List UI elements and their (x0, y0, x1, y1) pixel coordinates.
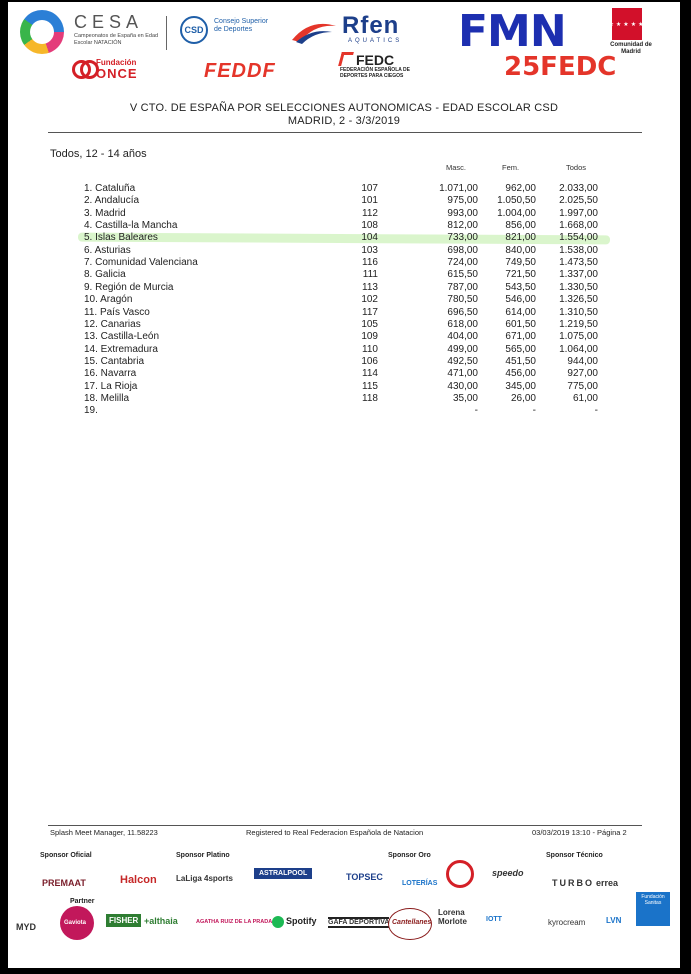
region-code: 106 (361, 355, 378, 367)
fem-points: 543,50 (505, 281, 536, 293)
sponsor-astralpool: ASTRALPOOL (254, 868, 312, 879)
total-points: 61,00 (572, 392, 598, 404)
total-points: 1.326,50 (559, 294, 598, 306)
masc-points: - (474, 405, 478, 417)
fem-points: 614,00 (505, 306, 536, 318)
feddf-logo: FEDDF (204, 60, 276, 82)
rfen-logo-word: Rfen (342, 12, 400, 39)
fem-points: 671,00 (505, 331, 536, 343)
page-subtitle: MADRID, 2 - 3/3/2019 (287, 115, 401, 127)
total-points: 1.473,50 (559, 257, 598, 269)
masc-points: 698,00 (447, 244, 478, 256)
column-header-fem: Fem. (502, 163, 520, 172)
fem-points: 345,00 (505, 380, 536, 392)
once-logo-top: Fundación (96, 58, 137, 67)
total-points: 775,00 (567, 380, 598, 392)
region-code: 105 (361, 318, 378, 330)
masc-points: 733,00 (447, 232, 478, 244)
masc-points: 787,00 (447, 281, 478, 293)
total-points: 1.075,00 (559, 331, 598, 343)
masc-points: 724,00 (447, 257, 478, 269)
sponsor-label-oficial: Sponsor Oficial (40, 852, 92, 859)
region-code: 118 (362, 392, 378, 404)
table-row (8, 282, 680, 294)
fem-points: 721,50 (505, 269, 536, 281)
total-points: - (594, 405, 598, 417)
fem-points: 601,50 (505, 318, 536, 330)
sponsor-speedo: speedo (492, 868, 524, 878)
fem-points: 26,00 (510, 392, 536, 404)
cesa-logo-icon (20, 10, 64, 54)
sponsor-turbo: TURBO (552, 878, 594, 888)
category-heading: Todos, 12 - 14 años (50, 148, 147, 160)
region-name: 6. Asturias (84, 244, 131, 256)
masc-points: 471,00 (447, 368, 478, 380)
masc-points: 780,50 (447, 294, 478, 306)
region-name: 9. Región de Murcia (84, 281, 174, 293)
region-code: 114 (362, 368, 378, 380)
region-name: 3. Madrid (84, 207, 126, 219)
total-points: 1.219,50 (559, 318, 598, 330)
region-name: 10. Aragón (84, 294, 133, 306)
fundacion-sanitas-text: Fundación Sanitas (641, 894, 665, 906)
region-name: 17. La Rioja (84, 380, 138, 392)
region-code: 108 (361, 220, 378, 232)
sponsor-agatha: AGATHA RUIZ DE LA PRADA (196, 919, 273, 925)
madrid-logo-text: Comunidad de Madrid (610, 42, 652, 55)
masc-points: 618,00 (447, 318, 478, 330)
region-name: 4. Castilla-la Mancha (84, 220, 178, 232)
masc-points: 430,00 (447, 380, 478, 392)
fem-points: 451,50 (505, 355, 536, 367)
total-points: 1.330,50 (559, 281, 598, 293)
sponsor-topsec: TOPSEC (346, 872, 383, 882)
cesa-logo-subtitle: Campeonatos de España en Edad Escolar NATACIÓN (74, 33, 159, 46)
footer-software: Splash Meet Manager, 11.58223 (50, 828, 158, 837)
masc-points: 615,50 (447, 269, 478, 281)
region-code: 107 (361, 183, 378, 194)
fem-points: 565,00 (505, 343, 536, 355)
region-name: 13. Castilla-León (84, 331, 160, 343)
table-row (8, 269, 680, 281)
sponsor-althaia: +althaia (144, 916, 178, 926)
rfen-swoosh-icon (290, 16, 338, 44)
sponsor-myd: MYD (16, 922, 36, 932)
column-header-total: Todos (566, 163, 587, 172)
results-page (8, 2, 680, 968)
region-code: 109 (361, 331, 378, 343)
sponsor-red-circle-icon (446, 860, 474, 888)
region-name: 16. Navarra (84, 368, 137, 380)
region-code: 102 (361, 294, 378, 306)
region-code: 101 (361, 195, 378, 207)
masc-points: 812,00 (447, 220, 478, 232)
once-rings-icon (72, 60, 92, 74)
total-points: 2.033,00 (559, 183, 598, 194)
sponsor-lorena-morlote: Lorena Morlote (438, 908, 467, 926)
table-row (8, 232, 680, 244)
sponsor-lvn: LVN (606, 916, 622, 925)
table-row (8, 208, 680, 220)
fedc-figure-icon (338, 52, 354, 66)
sponsor-label-partner: Partner (70, 898, 95, 905)
table-row (8, 195, 680, 207)
csd-logo-mark: CSD (180, 16, 208, 44)
fem-points: 962,00 (505, 183, 536, 194)
sponsor-errea: errea (596, 878, 619, 888)
region-name: 12. Canarias (84, 318, 141, 330)
fem-points: 456,00 (505, 368, 536, 380)
region-code: 104 (361, 232, 378, 244)
sponsor-laliga: LaLiga 4sports (176, 874, 233, 883)
masc-points: 993,00 (447, 207, 478, 219)
table-row (8, 294, 680, 306)
sponsor-spotify: Spotify (286, 916, 317, 926)
column-header-masc: Masc. (446, 163, 467, 172)
region-name: 2. Andalucía (84, 195, 140, 207)
total-points: 1.538,00 (559, 244, 598, 256)
fem-points: 546,00 (505, 294, 536, 306)
region-name: 14. Extremadura (84, 343, 158, 355)
sponsor-cantellanes: Cantellanes (392, 919, 432, 926)
region-code: 103 (361, 244, 378, 256)
table-row (8, 344, 680, 356)
region-name: 7. Comunidad Valenciana (84, 257, 198, 269)
table-row (8, 405, 680, 417)
fem-points: - (532, 405, 536, 417)
csd-logo-subtitle: Consejo Superior de Deportes (214, 18, 269, 33)
region-code: 113 (362, 281, 378, 293)
total-points: 927,00 (567, 368, 598, 380)
sponsor-loterias: LOTERÍAS (402, 880, 438, 887)
title-divider (48, 132, 642, 133)
total-points: 1.554,00 (559, 232, 598, 244)
table-row (8, 381, 680, 393)
table-row (8, 307, 680, 319)
region-code: 115 (362, 380, 378, 392)
madrid-stars-icon: ★★★★★★★ (612, 8, 642, 40)
region-name: 1. Cataluña (84, 183, 136, 194)
region-name: 5. Islas Baleares (84, 232, 158, 244)
sponsor-gafa: GAFA DEPORTIVA (328, 919, 390, 926)
table-row (8, 257, 680, 269)
table-row (8, 183, 680, 195)
fem-points: 1.004,00 (497, 207, 536, 219)
masc-points: 499,00 (447, 343, 478, 355)
masc-points: 492,50 (447, 355, 478, 367)
fmn-logo: FMN (458, 6, 566, 57)
table-row (8, 368, 680, 380)
region-name: 19. (84, 405, 98, 417)
total-points: 1.668,00 (559, 220, 598, 232)
sponsor-label-oro: Sponsor Oro (388, 852, 431, 859)
table-row (8, 245, 680, 257)
sponsor-label-tecnico: Sponsor Técnico (546, 852, 603, 859)
header-divider (166, 16, 167, 50)
fem-points: 840,00 (505, 244, 536, 256)
region-name: 11. País Vasco (84, 306, 150, 318)
total-points: 2.025,50 (559, 195, 598, 207)
table-row (8, 319, 680, 331)
page-title: V CTO. DE ESPAÑA POR SELECCIONES AUTONOMICAS - EDAD ESCOLAR CSD (129, 102, 559, 114)
spotify-icon (272, 916, 284, 928)
total-points: 1.310,50 (559, 306, 598, 318)
masc-points: 1.071,00 (439, 183, 478, 194)
cesa-logo-word: CESA (74, 12, 144, 32)
region-code: 111 (362, 269, 378, 281)
total-points: 944,00 (567, 355, 598, 367)
region-code: 112 (362, 207, 378, 219)
fedc-logo-subtitle: FEDERACIÓN ESPAÑOLA DE DEPORTES PARA CIEGOS (340, 67, 411, 79)
fem-points: 749,50 (505, 257, 536, 269)
table-row (8, 393, 680, 405)
region-code: 110 (362, 343, 378, 355)
sponsor-label-platino: Sponsor Platino (176, 852, 230, 859)
sponsor-halcon: Halcon (120, 874, 157, 886)
table-row (8, 331, 680, 343)
sponsor-fisher: FISHER (106, 914, 141, 927)
sponsor-iott: IOTT (486, 916, 502, 923)
region-code: 117 (362, 306, 378, 318)
region-name: 15. Cantabria (84, 355, 145, 367)
total-points: 1.064,00 (559, 343, 598, 355)
fem-points: 1.050,50 (497, 195, 536, 207)
masc-points: 35,00 (452, 392, 478, 404)
fedc-logo-word: FEDC (356, 52, 395, 68)
sponsor-premaat: PREMAAT (42, 878, 86, 888)
footer-date-page: 03/03/2019 13:10 - Página 2 (532, 828, 627, 837)
masc-points: 975,00 (447, 195, 478, 207)
footer-divider (48, 825, 642, 826)
region-name: 8. Galicia (84, 269, 126, 281)
sponsor-kyrocream: kyrocream (548, 918, 586, 927)
total-points: 1.337,00 (559, 269, 598, 281)
total-points: 1.997,00 (559, 207, 598, 219)
once-logo-word: ONCE (96, 66, 138, 81)
fem-points: 821,00 (505, 232, 536, 244)
footer-registration: Registered to Real Federacion Española de Natacion (246, 828, 424, 837)
masc-points: 404,00 (447, 331, 478, 343)
region-code: 116 (362, 257, 378, 269)
fedc-25-anniversary-logo: 25FEDC (504, 52, 617, 82)
table-row (8, 356, 680, 368)
region-name: 18. Melilla (84, 392, 130, 404)
sponsor-gaviota: Gaviota (64, 920, 87, 926)
table-row (8, 220, 680, 232)
rfen-logo-subtitle: AQUATICS (348, 38, 403, 44)
fem-points: 856,00 (505, 220, 536, 232)
masc-points: 696,50 (447, 306, 478, 318)
